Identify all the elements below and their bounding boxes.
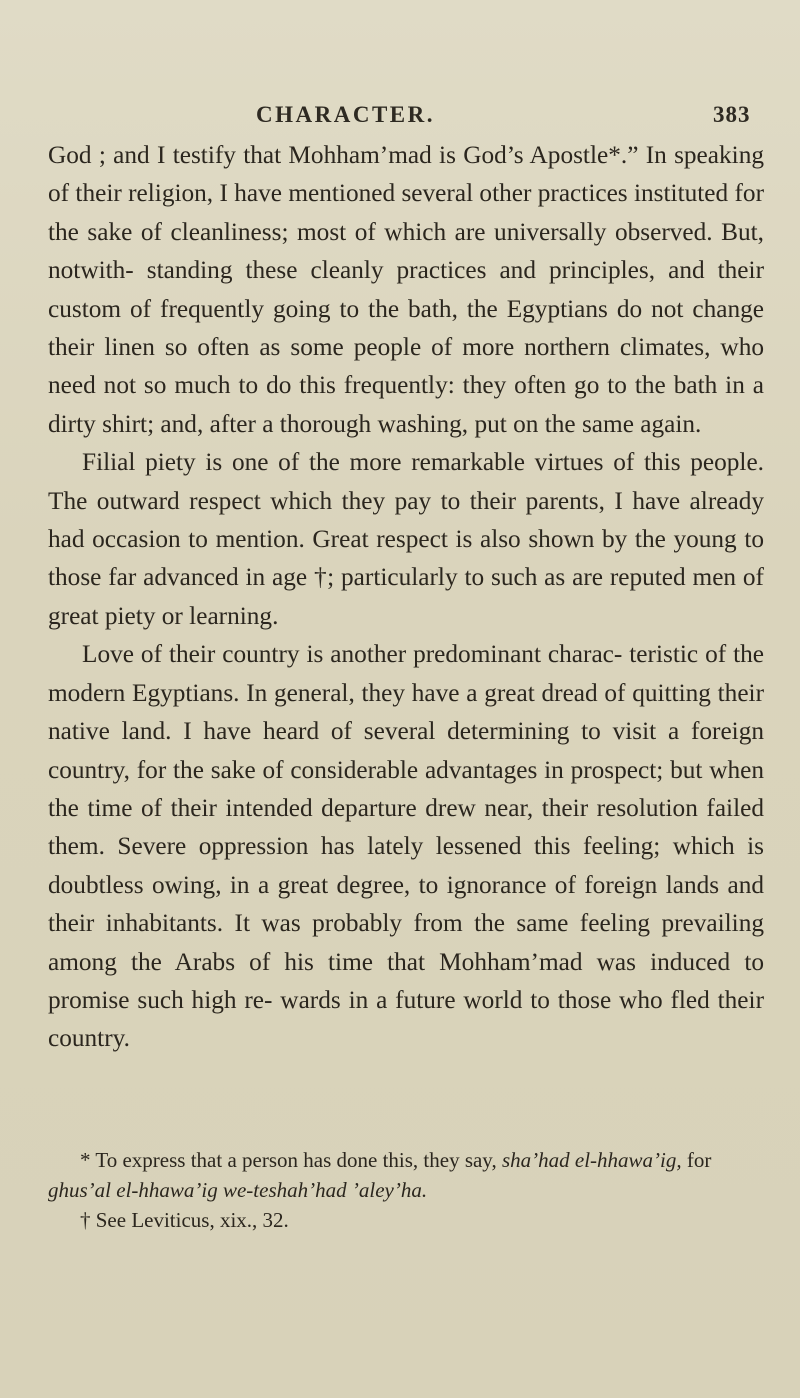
footnote-asterisk: [48, 1145, 764, 1205]
paragraph-filial-piety: Filial piety is one of the more remarkable virtues of this people. The outward respect which they pay to their parents, I have already had occasion to mention. Great respect is also shown by the young to those far advanced in age †; particularly to such as are reputed men of great piety or learning.: [48, 448, 764, 630]
page-header: [0, 102, 800, 136]
paragraph-cleanliness: God ; and I testify that Mohham’mad is God’s Apostle*.” In speaking of their religion, I have mentioned several other practices instituted for the sake of cleanliness; most of which are universally observed. But, notwith- standing these cleanly practices and principles, and their custom of frequently going to the bath, the Egyptians do not change their linen so often as some people of more northern climates, who need not so much to do this frequently: they often go to the bath in a dirty shirt; and, after a thorough washing, put on the same again.: [48, 141, 764, 438]
footnotes: [48, 1145, 764, 1235]
paragraph-love-of-country: Love of their country is another predominant charac- teristic of the modern Egyptians. In general, they have a great dread of quitting their native land. I have heard of several determining to visit a foreign country, for the sake of considerable advantages in prospect; but when the time of their intended departure drew near, their resolution failed them. Severe oppression has lately lessened this feeling; which is doubtless owing, in a great degree, to ignorance of foreign lands and their inhabitants. It was probably from the same feeling prevailing among the Arabs of his time that Mohham’mad was induced to promise such high re- wards in a future world to those who fled their country.: [48, 640, 764, 1053]
footnote-dagger: † See Leviticus, xix., 32.: [80, 1208, 289, 1232]
footnote-asterisk-arabic-a: sha’had el-hhawa’ig,: [501, 1148, 682, 1172]
body-text: [48, 136, 764, 1058]
footnote-asterisk-arabic-b: ghus’al el-hhawa’ig we-teshah’had ’aley’ha.: [48, 1178, 428, 1202]
footnote-asterisk-connector: for: [681, 1148, 712, 1172]
running-title: CHARACTER.: [256, 102, 435, 127]
footnote-asterisk-text: * To express that a person has done this, they say,: [80, 1148, 502, 1172]
page-number: 383: [713, 102, 751, 127]
